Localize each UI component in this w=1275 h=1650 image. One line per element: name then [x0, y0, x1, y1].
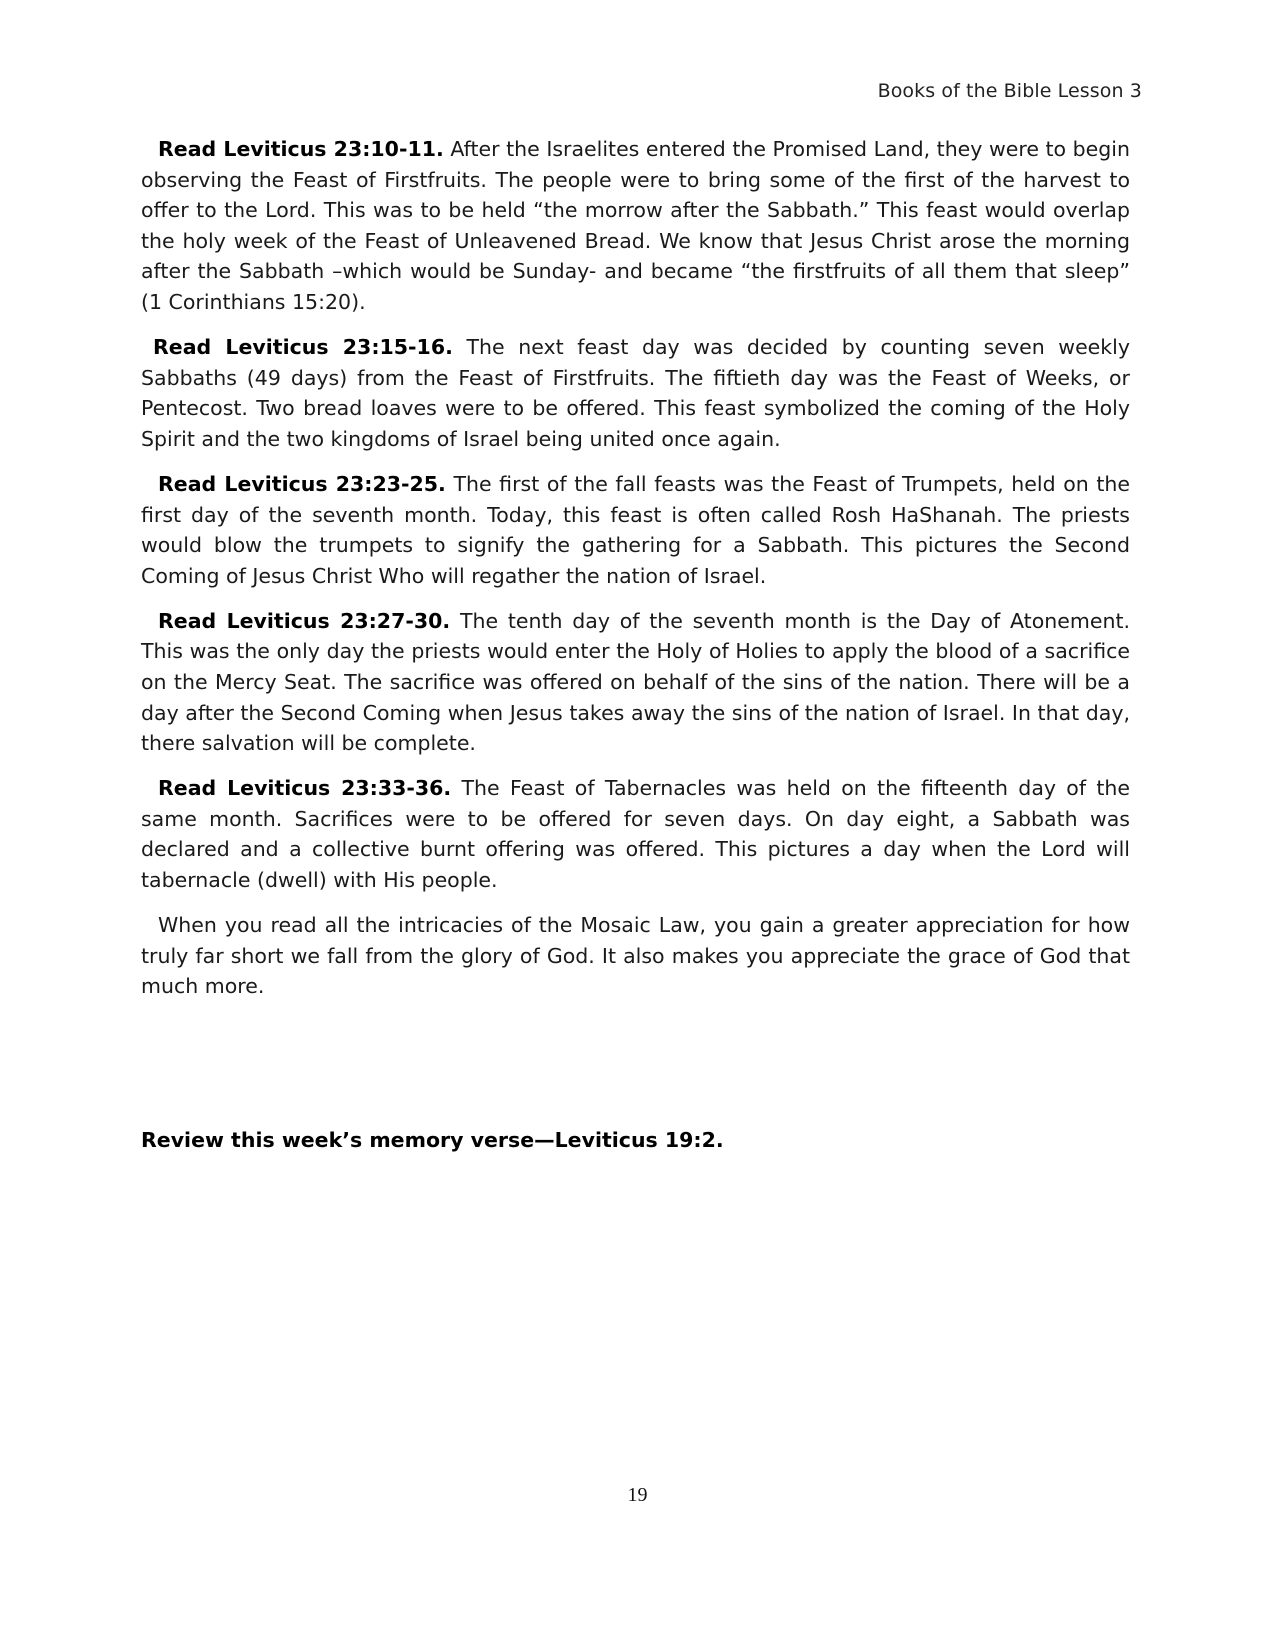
paragraph-text: The tenth day of the seventh month is the Day of Atonement. This was the only day the priests would enter the Holy of Holies to apply the blood of a sacrifice on the Mercy Seat. The sacrifice was offered on behalf of the sins of the nation. There will be a day after the Second Coming when Jesus takes away the sins of the nation of Israel. In that day, there salvation will be complete.	[141, 608, 1130, 756]
running-header: Books of the Bible Lesson 3	[877, 80, 1142, 102]
paragraph-text: When you read all the intricacies of the Mosaic Law, you gain a greater appreciation for how truly far short we fall from the glory of God. It also makes you appreciate the grace of God that much more.	[141, 913, 1130, 999]
paragraph-conclusion	[141, 910, 1130, 1002]
scripture-reference: Read Leviticus 23:10-11.	[158, 137, 444, 161]
paragraph-text: After the Israelites entered the Promised Land, they were to begin observing the Feast of Firstfruits. The people were to bring some of the first of the harvest to offer to the Lord. This was to be held “the morrow after the Sabbath.” This feast would overlap the holy week of the Feast of Unleavened Bread. We know that Jesus Christ arose the morning after the Sabbath –which would be Sunday- and became “the firstfruits of all them that sleep” (1 Corinthians 15:20).	[141, 137, 1130, 314]
paragraph-leviticus-23-23	[141, 469, 1130, 591]
paragraph-leviticus-23-15	[141, 332, 1130, 454]
paragraph-text: The next feast day was decided by counting seven weekly Sabbaths (49 days) from the Feast of Firstfruits. The fiftieth day was the Feast of Weeks, or Pentecost. Two bread loaves were to be offered. This feast symbolized the coming of the Holy Spirit and the two kingdoms of Israel being united once again.	[141, 335, 1130, 451]
scripture-reference: Read Leviticus 23:27-30.	[158, 608, 451, 633]
paragraph-text: The Feast of Tabernacles was held on the fifteenth day of the same month. Sacrifices were to be offered for seven days. On day eight, a Sabbath was declared and a collective burnt offering was offered. This pictures a day when the Lord will tabernacle (dwell) with His people.	[141, 776, 1130, 893]
scripture-reference: Read Leviticus 23:15-16.	[153, 335, 453, 360]
paragraph-leviticus-23-27	[141, 606, 1130, 759]
paragraph-text: The first of the fall feasts was the Feast of Trumpets, held on the first day of the seventh month. Today, this feast is often called Rosh HaShanah. The priests would blow the trumpets to signify the gathering for a Sabbath. This pictures the Second Coming of Jesus Christ Who will regather the nation of Israel.	[141, 471, 1130, 588]
paragraph-leviticus-23-33	[141, 773, 1130, 895]
scripture-reference: Read Leviticus 23:23-25.	[158, 471, 446, 496]
lesson-body	[141, 134, 1130, 1016]
scripture-reference: Read Leviticus 23:33-36.	[158, 776, 452, 801]
page-number: 19	[627, 1484, 648, 1506]
paragraph-leviticus-23-10	[141, 134, 1130, 318]
memory-verse-review: Review this week’s memory verse—Leviticus 19:2.	[141, 1128, 724, 1152]
